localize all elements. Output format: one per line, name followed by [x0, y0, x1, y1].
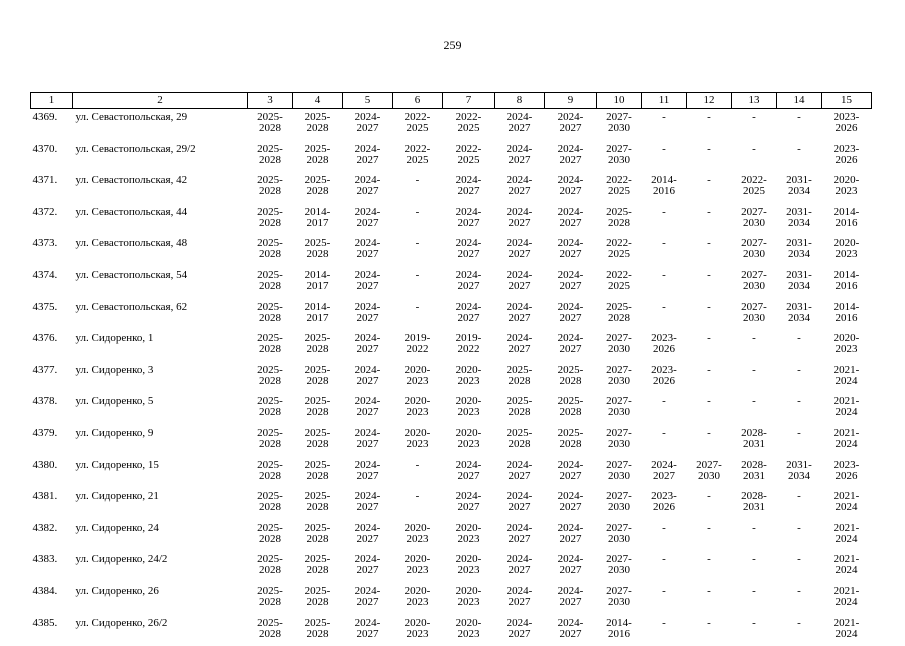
period-cell: 2024- 2027: [545, 235, 597, 267]
period-cell: -: [777, 488, 822, 520]
period-cell: 2024- 2027: [343, 204, 393, 236]
period-cell: 2024- 2027: [443, 172, 495, 204]
period-cell: 2025- 2028: [293, 551, 343, 583]
period-cell: 2024- 2027: [343, 109, 393, 141]
period-cell: -: [732, 330, 777, 362]
row-number: 4369.: [31, 109, 73, 141]
period-cell: 2021- 2024: [822, 362, 872, 394]
period-cell: -: [777, 615, 822, 646]
period-cell: 2024- 2027: [495, 520, 545, 552]
period-cell: -: [642, 393, 687, 425]
period-cell: 2024- 2027: [545, 330, 597, 362]
period-cell: -: [687, 109, 732, 141]
period-cell: 2028- 2031: [732, 457, 777, 489]
period-cell: 2023- 2026: [642, 362, 687, 394]
table-row: [31, 204, 872, 236]
period-cell: 2024- 2027: [495, 299, 545, 331]
period-cell: 2024- 2027: [343, 457, 393, 489]
period-cell: 2024- 2027: [343, 299, 393, 331]
period-cell: 2020- 2023: [443, 520, 495, 552]
address-cell: ул. Сидоренко, 26/2: [73, 615, 248, 646]
row-number: 4382.: [31, 520, 73, 552]
period-cell: 2024- 2027: [495, 330, 545, 362]
period-cell: 2027- 2030: [732, 235, 777, 267]
period-cell: 2025- 2028: [597, 204, 642, 236]
period-cell: 2022- 2025: [393, 109, 443, 141]
row-number: 4376.: [31, 330, 73, 362]
period-cell: -: [642, 299, 687, 331]
period-cell: 2014- 2016: [642, 172, 687, 204]
column-header: 1: [31, 93, 73, 109]
row-number: 4371.: [31, 172, 73, 204]
period-cell: 2020- 2023: [393, 520, 443, 552]
period-cell: 2027- 2030: [687, 457, 732, 489]
period-cell: 2024- 2027: [343, 172, 393, 204]
period-cell: 2021- 2024: [822, 425, 872, 457]
period-cell: 2025- 2028: [248, 425, 293, 457]
table-body: [31, 109, 872, 646]
column-header: 13: [732, 93, 777, 109]
period-cell: 2025- 2028: [248, 551, 293, 583]
address-cell: ул. Сидоренко, 3: [73, 362, 248, 394]
period-cell: 2014- 2016: [822, 299, 872, 331]
period-cell: 2022- 2025: [443, 109, 495, 141]
period-cell: -: [642, 520, 687, 552]
period-cell: 2025- 2028: [248, 141, 293, 173]
period-cell: -: [732, 583, 777, 615]
period-cell: 2024- 2027: [545, 109, 597, 141]
period-cell: 2024- 2027: [443, 488, 495, 520]
table-row: [31, 583, 872, 615]
period-cell: 2024- 2027: [545, 267, 597, 299]
period-cell: 2031- 2034: [777, 267, 822, 299]
address-cell: ул. Сидоренко, 26: [73, 583, 248, 615]
period-cell: 2025- 2028: [495, 425, 545, 457]
period-cell: 2024- 2027: [343, 583, 393, 615]
address-cell: ул. Сидоренко, 21: [73, 488, 248, 520]
period-cell: 2031- 2034: [777, 299, 822, 331]
period-cell: 2023- 2026: [642, 488, 687, 520]
period-cell: 2024- 2027: [343, 267, 393, 299]
period-cell: -: [642, 109, 687, 141]
period-cell: -: [687, 204, 732, 236]
row-number: 4372.: [31, 204, 73, 236]
period-cell: 2025- 2028: [293, 520, 343, 552]
table-row: [31, 551, 872, 583]
period-cell: -: [642, 615, 687, 646]
period-cell: 2024- 2027: [545, 141, 597, 173]
period-cell: 2020- 2023: [822, 172, 872, 204]
period-cell: 2024- 2027: [642, 457, 687, 489]
address-cell: ул. Севастопольская, 62: [73, 299, 248, 331]
address-cell: ул. Севастопольская, 44: [73, 204, 248, 236]
period-cell: 2021- 2024: [822, 488, 872, 520]
period-cell: -: [642, 235, 687, 267]
column-header: 6: [393, 93, 443, 109]
period-cell: 2014- 2016: [597, 615, 642, 646]
period-cell: 2020- 2023: [393, 615, 443, 646]
period-cell: 2024- 2027: [545, 457, 597, 489]
row-number: 4385.: [31, 615, 73, 646]
period-cell: 2028- 2031: [732, 425, 777, 457]
period-cell: 2014- 2017: [293, 299, 343, 331]
period-cell: 2021- 2024: [822, 551, 872, 583]
period-cell: 2025- 2028: [293, 235, 343, 267]
column-header: 5: [343, 93, 393, 109]
period-cell: 2025- 2028: [495, 362, 545, 394]
period-cell: 2022- 2025: [443, 141, 495, 173]
period-cell: 2023- 2026: [642, 330, 687, 362]
table-row: [31, 109, 872, 141]
period-cell: 2020- 2023: [393, 362, 443, 394]
period-cell: 2025- 2028: [495, 393, 545, 425]
row-number: 4374.: [31, 267, 73, 299]
table-row: [31, 267, 872, 299]
period-cell: 2024- 2027: [495, 457, 545, 489]
period-cell: -: [732, 141, 777, 173]
period-cell: 2020- 2023: [443, 362, 495, 394]
period-cell: 2027- 2030: [597, 362, 642, 394]
period-cell: -: [642, 204, 687, 236]
period-cell: 2024- 2027: [545, 583, 597, 615]
period-cell: 2024- 2027: [545, 488, 597, 520]
column-header: 11: [642, 93, 687, 109]
period-cell: 2025- 2028: [248, 615, 293, 646]
period-cell: -: [687, 551, 732, 583]
address-cell: ул. Сидоренко, 24/2: [73, 551, 248, 583]
period-cell: -: [687, 235, 732, 267]
period-cell: -: [687, 172, 732, 204]
period-cell: 2023- 2026: [822, 109, 872, 141]
address-cell: ул. Севастопольская, 54: [73, 267, 248, 299]
address-cell: ул. Сидоренко, 5: [73, 393, 248, 425]
period-cell: 2025- 2028: [293, 393, 343, 425]
period-cell: -: [777, 362, 822, 394]
period-cell: 2025- 2028: [248, 299, 293, 331]
period-cell: 2020- 2023: [443, 551, 495, 583]
table-row: [31, 141, 872, 173]
period-cell: 2020- 2023: [443, 393, 495, 425]
address-cell: ул. Сидоренко, 15: [73, 457, 248, 489]
period-cell: 2021- 2024: [822, 583, 872, 615]
period-cell: 2024- 2027: [343, 141, 393, 173]
period-cell: 2014- 2016: [822, 267, 872, 299]
period-cell: 2024- 2027: [443, 267, 495, 299]
period-cell: -: [732, 551, 777, 583]
period-cell: 2019- 2022: [393, 330, 443, 362]
period-cell: -: [687, 393, 732, 425]
period-cell: 2027- 2030: [732, 267, 777, 299]
period-cell: 2024- 2027: [495, 488, 545, 520]
header-row: [31, 93, 872, 109]
period-cell: 2027- 2030: [597, 583, 642, 615]
period-cell: -: [687, 141, 732, 173]
period-cell: 2027- 2030: [597, 551, 642, 583]
column-header: 7: [443, 93, 495, 109]
address-cell: ул. Севастопольская, 29/2: [73, 141, 248, 173]
period-cell: 2025- 2028: [293, 457, 343, 489]
table-row: [31, 330, 872, 362]
period-cell: 2025- 2028: [248, 583, 293, 615]
period-cell: -: [687, 520, 732, 552]
period-cell: 2023- 2026: [822, 141, 872, 173]
period-cell: 2020- 2023: [443, 615, 495, 646]
period-cell: -: [732, 393, 777, 425]
period-cell: 2020- 2023: [393, 551, 443, 583]
period-cell: -: [732, 615, 777, 646]
period-cell: 2025- 2028: [248, 204, 293, 236]
period-cell: 2025- 2028: [248, 520, 293, 552]
row-number: 4375.: [31, 299, 73, 331]
period-cell: 2025- 2028: [248, 393, 293, 425]
row-number: 4370.: [31, 141, 73, 173]
row-number: 4379.: [31, 425, 73, 457]
period-cell: 2025- 2028: [293, 172, 343, 204]
column-header: 9: [545, 93, 597, 109]
period-cell: 2024- 2027: [495, 267, 545, 299]
period-cell: 2025- 2028: [293, 488, 343, 520]
period-cell: 2020- 2023: [822, 235, 872, 267]
column-header: 4: [293, 93, 343, 109]
table-row: [31, 520, 872, 552]
table-row: [31, 425, 872, 457]
column-header: 2: [73, 93, 248, 109]
period-cell: 2031- 2034: [777, 457, 822, 489]
column-header: 12: [687, 93, 732, 109]
period-cell: 2024- 2027: [495, 615, 545, 646]
period-cell: 2022- 2025: [393, 141, 443, 173]
period-cell: -: [642, 583, 687, 615]
period-cell: 2024- 2027: [495, 583, 545, 615]
period-cell: 2021- 2024: [822, 615, 872, 646]
period-cell: 2024- 2027: [443, 457, 495, 489]
period-cell: 2027- 2030: [597, 457, 642, 489]
data-table: [30, 92, 872, 646]
period-cell: 2022- 2025: [732, 172, 777, 204]
period-cell: 2024- 2027: [443, 299, 495, 331]
period-cell: -: [732, 520, 777, 552]
table-row: [31, 393, 872, 425]
period-cell: 2025- 2028: [545, 362, 597, 394]
period-cell: -: [777, 141, 822, 173]
period-cell: -: [687, 330, 732, 362]
period-cell: 2020- 2023: [443, 583, 495, 615]
period-cell: 2025- 2028: [248, 362, 293, 394]
period-cell: 2024- 2027: [343, 615, 393, 646]
period-cell: 2024- 2027: [343, 393, 393, 425]
period-cell: -: [642, 141, 687, 173]
period-cell: 2020- 2023: [393, 393, 443, 425]
period-cell: 2024- 2027: [343, 520, 393, 552]
period-cell: 2024- 2027: [545, 204, 597, 236]
row-number: 4381.: [31, 488, 73, 520]
period-cell: 2027- 2030: [597, 488, 642, 520]
period-cell: 2027- 2030: [732, 299, 777, 331]
period-cell: -: [687, 299, 732, 331]
period-cell: 2024- 2027: [495, 141, 545, 173]
period-cell: 2024- 2027: [495, 204, 545, 236]
period-cell: 2025- 2028: [293, 141, 343, 173]
period-cell: 2014- 2017: [293, 204, 343, 236]
period-cell: 2024- 2027: [343, 330, 393, 362]
period-cell: -: [642, 551, 687, 583]
period-cell: -: [777, 583, 822, 615]
period-cell: 2025- 2028: [248, 235, 293, 267]
period-cell: 2025- 2028: [248, 488, 293, 520]
period-cell: 2027- 2030: [732, 204, 777, 236]
period-cell: -: [777, 393, 822, 425]
period-cell: -: [393, 267, 443, 299]
period-cell: 2025- 2028: [545, 425, 597, 457]
period-cell: -: [777, 109, 822, 141]
period-cell: 2024- 2027: [343, 362, 393, 394]
period-cell: 2014- 2017: [293, 267, 343, 299]
period-cell: 2027- 2030: [597, 141, 642, 173]
address-cell: ул. Сидоренко, 24: [73, 520, 248, 552]
period-cell: -: [777, 551, 822, 583]
period-cell: 2024- 2027: [495, 172, 545, 204]
period-cell: 2025- 2028: [248, 330, 293, 362]
address-cell: ул. Сидоренко, 1: [73, 330, 248, 362]
period-cell: -: [687, 425, 732, 457]
period-cell: 2024- 2027: [343, 235, 393, 267]
row-number: 4383.: [31, 551, 73, 583]
period-cell: 2024- 2027: [545, 520, 597, 552]
table-row: [31, 488, 872, 520]
period-cell: 2022- 2025: [597, 267, 642, 299]
period-cell: 2031- 2034: [777, 204, 822, 236]
period-cell: -: [393, 488, 443, 520]
period-cell: 2024- 2027: [545, 172, 597, 204]
period-cell: -: [777, 425, 822, 457]
period-cell: 2024- 2027: [343, 425, 393, 457]
period-cell: 2014- 2016: [822, 204, 872, 236]
period-cell: -: [393, 235, 443, 267]
row-number: 4373.: [31, 235, 73, 267]
period-cell: 2022- 2025: [597, 235, 642, 267]
period-cell: -: [687, 267, 732, 299]
column-header: 3: [248, 93, 293, 109]
period-cell: 2019- 2022: [443, 330, 495, 362]
period-cell: -: [687, 362, 732, 394]
column-header: 10: [597, 93, 642, 109]
period-cell: 2020- 2023: [443, 425, 495, 457]
table-row: [31, 615, 872, 646]
period-cell: -: [687, 583, 732, 615]
table-row: [31, 172, 872, 204]
page-number: 259: [0, 38, 905, 53]
period-cell: 2024- 2027: [545, 551, 597, 583]
period-cell: 2025- 2028: [545, 393, 597, 425]
period-cell: 2025- 2028: [293, 425, 343, 457]
period-cell: 2025- 2028: [248, 172, 293, 204]
period-cell: 2020- 2023: [393, 583, 443, 615]
period-cell: 2024- 2027: [495, 109, 545, 141]
period-cell: 2023- 2026: [822, 457, 872, 489]
period-cell: -: [732, 362, 777, 394]
period-cell: -: [777, 330, 822, 362]
period-cell: 2025- 2028: [248, 109, 293, 141]
table-row: [31, 457, 872, 489]
period-cell: 2024- 2027: [343, 488, 393, 520]
period-cell: -: [732, 109, 777, 141]
period-cell: -: [687, 488, 732, 520]
period-cell: 2024- 2027: [545, 615, 597, 646]
period-cell: 2027- 2030: [597, 425, 642, 457]
period-cell: 2027- 2030: [597, 393, 642, 425]
table-row: [31, 362, 872, 394]
period-cell: 2024- 2027: [495, 551, 545, 583]
period-cell: -: [393, 457, 443, 489]
period-cell: 2020- 2023: [822, 330, 872, 362]
period-cell: 2031- 2034: [777, 235, 822, 267]
table-row: [31, 235, 872, 267]
period-cell: 2025- 2028: [293, 583, 343, 615]
row-number: 4380.: [31, 457, 73, 489]
period-cell: -: [687, 615, 732, 646]
address-cell: ул. Севастопольская, 29: [73, 109, 248, 141]
period-cell: 2021- 2024: [822, 393, 872, 425]
period-cell: 2021- 2024: [822, 520, 872, 552]
period-cell: 2027- 2030: [597, 520, 642, 552]
period-cell: 2022- 2025: [597, 172, 642, 204]
period-cell: -: [777, 520, 822, 552]
address-cell: ул. Севастопольская, 42: [73, 172, 248, 204]
period-cell: 2028- 2031: [732, 488, 777, 520]
row-number: 4378.: [31, 393, 73, 425]
period-cell: 2025- 2028: [293, 330, 343, 362]
period-cell: -: [642, 267, 687, 299]
column-header: 14: [777, 93, 822, 109]
period-cell: -: [393, 299, 443, 331]
period-cell: -: [393, 172, 443, 204]
period-cell: 2025- 2028: [293, 362, 343, 394]
period-cell: 2031- 2034: [777, 172, 822, 204]
column-header: 8: [495, 93, 545, 109]
row-number: 4377.: [31, 362, 73, 394]
row-number: 4384.: [31, 583, 73, 615]
period-cell: -: [393, 204, 443, 236]
table-row: [31, 299, 872, 331]
period-cell: -: [642, 425, 687, 457]
address-cell: ул. Севастопольская, 48: [73, 235, 248, 267]
column-header: 15: [822, 93, 872, 109]
period-cell: 2025- 2028: [293, 109, 343, 141]
address-cell: ул. Сидоренко, 9: [73, 425, 248, 457]
period-cell: 2024- 2027: [343, 551, 393, 583]
period-cell: 2027- 2030: [597, 330, 642, 362]
period-cell: 2025- 2028: [248, 457, 293, 489]
period-cell: 2025- 2028: [597, 299, 642, 331]
period-cell: 2025- 2028: [293, 615, 343, 646]
period-cell: 2024- 2027: [443, 235, 495, 267]
period-cell: 2027- 2030: [597, 109, 642, 141]
period-cell: 2024- 2027: [495, 235, 545, 267]
period-cell: 2024- 2027: [545, 299, 597, 331]
period-cell: 2020- 2023: [393, 425, 443, 457]
period-cell: 2025- 2028: [248, 267, 293, 299]
period-cell: 2024- 2027: [443, 204, 495, 236]
